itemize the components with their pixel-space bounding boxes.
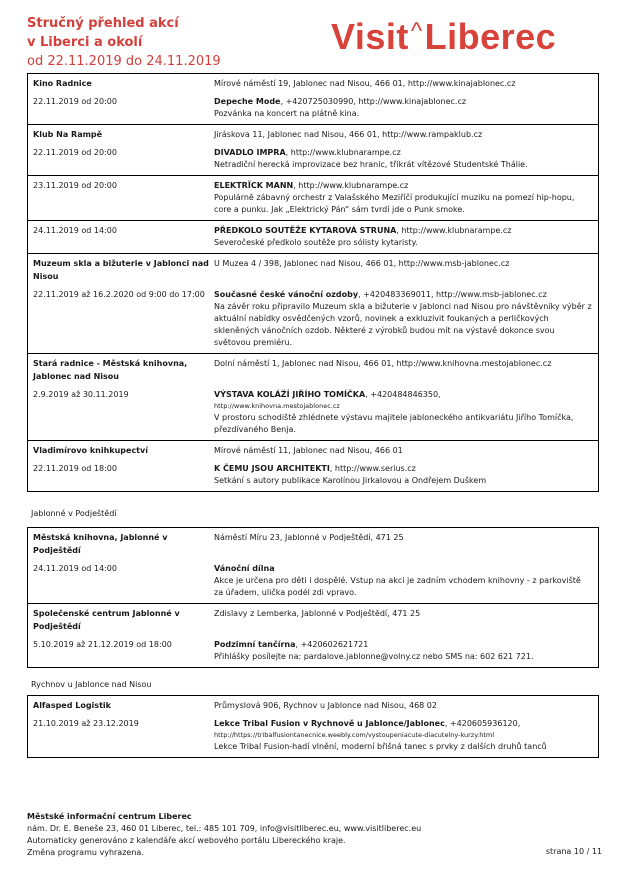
event-contact: , +420725030990, http://www.kinajablonec.cz (280, 97, 467, 106)
event-title: Současné české vánoční ozdoby (214, 290, 359, 299)
event-contact: , +420605936120, (444, 719, 521, 728)
event-date: 24.11.2019 od 14:00 (33, 226, 117, 235)
venue-address: Náměstí Míru 23, Jablonné v Podještědí, 471 25 (214, 533, 404, 542)
event-heading (214, 289, 592, 301)
event-details (214, 563, 598, 599)
event-line (28, 637, 598, 667)
event-details (214, 389, 598, 436)
table-row (28, 175, 598, 220)
event-details (214, 639, 598, 663)
event-heading (214, 225, 592, 237)
venue-name: Vladimírovo knihkupectví (33, 446, 148, 455)
venue-line (28, 74, 598, 94)
table-row (28, 220, 598, 253)
event-title: Vánoční dílna (214, 564, 275, 573)
footer-notice: Změna programu vyhrazena. (27, 848, 144, 857)
venue-name: Městská knihovna, Jablonné v Podještědí (33, 533, 168, 555)
event-date: 2.9.2019 až 30.11.2019 (33, 390, 129, 399)
event-details (214, 147, 598, 171)
venue-name: Klub Na Rampě (33, 130, 103, 139)
table-row (28, 528, 598, 603)
event-details (214, 463, 598, 487)
event-heading (214, 180, 592, 192)
event-title: Lekce Tribal Fusion v Rychnově u Jablonce/Jablonec (214, 719, 445, 728)
logo-text-visit: Visit (331, 16, 409, 57)
document-title (27, 14, 221, 71)
venue-table (27, 695, 599, 758)
venue-line (28, 354, 598, 387)
event-date: 5.10.2019 až 21.12.2019 od 18:00 (33, 640, 172, 649)
logo-text-liberec: Liberec (424, 16, 557, 57)
venue-name: Alfasped Logistik (33, 701, 111, 710)
footer-org: Městské informační centrum Liberec (27, 812, 192, 821)
date-range: od 22.11.2019 do 24.11.2019 (27, 54, 221, 69)
footer-address: nám. Dr. E. Beneše 23, 460 01 Liberec, tel.: 485 101 709, info@visitliberec.eu, www.visitliberec.eu (27, 824, 422, 833)
venue-line (28, 528, 598, 561)
event-date: 21.10.2019 až 23.12.2019 (33, 719, 139, 728)
event-url: http://https://tribalfusiontanecnice.weebly.com/vystoupeniacute-diacutelny-kurzy.html (214, 731, 495, 739)
venue-line (28, 254, 598, 287)
event-title: Depeche Mode (214, 97, 281, 106)
event-title: PŘEDKOLO SOUTĚŽE KYTAROVÁ STRUNA (214, 226, 397, 235)
event-date: 22.11.2019 až 16.2.2020 od 9:00 do 17:00 (33, 290, 205, 299)
event-contact: , http://www.klubnarampe.cz (396, 226, 512, 235)
event-title: K ČEMU JSOU ARCHITEKTI (214, 464, 330, 473)
event-heading (214, 718, 592, 730)
event-heading (214, 463, 592, 475)
table-row (28, 124, 598, 175)
event-heading (214, 639, 592, 651)
venue-line (28, 441, 598, 461)
event-date: 22.11.2019 od 18:00 (33, 464, 117, 473)
event-line (28, 176, 598, 220)
table-row (28, 440, 598, 491)
logo-caret-icon: ^ (410, 18, 423, 45)
venue-table (27, 527, 599, 668)
venue-address: Dolní náměstí 1, Jablonec nad Nisou, 466 01, http://www.knihovna.mestojablonec.cz (214, 359, 552, 368)
venue-address: Mírové náměstí 19, Jablonec nad Nisou, 466 01, http://www.kinajablonec.cz (214, 79, 516, 88)
venue-address: Průmyslová 906, Rychnov u Jablonce nad Nisou, 468 02 (214, 701, 437, 710)
event-title: VÝSTAVA KOLÁŽÍ JIŘÍHO TOMÍČKA (214, 390, 366, 399)
event-date: 22.11.2019 od 20:00 (33, 97, 117, 106)
event-contact: , http://www.klubnarampe.cz (293, 181, 409, 190)
venue-name: Společenské centrum Jablonné v Podještědí (33, 609, 180, 631)
event-date: 24.11.2019 od 14:00 (33, 564, 117, 573)
event-details (214, 180, 598, 216)
event-heading (214, 563, 592, 575)
event-heading (214, 96, 592, 108)
event-url: http://www.knihovna.mestojablonec.cz (214, 402, 340, 410)
title-line-1: Stručný přehled akcí (27, 16, 179, 31)
event-description: Pozvánka na koncert na plátně kina. (214, 109, 360, 118)
venue-line (28, 125, 598, 145)
event-details (214, 718, 598, 753)
event-line (28, 561, 598, 603)
event-details (214, 289, 598, 349)
venue-address: Jiráskova 11, Jablonec nad Nisou, 466 01, http://www.rampaklub.cz (214, 130, 483, 139)
event-description: V prostoru schodiště zhlédnete výstavu majitele jabloneckého antikvariátu Jiřího Tomíčka, přezdívaného Benja. (214, 413, 574, 434)
event-contact: , http://www.serius.cz (329, 464, 416, 473)
event-contact: , +420602621721 (295, 640, 369, 649)
table-row (28, 74, 598, 124)
table-row (28, 253, 598, 353)
footer-generated: Automaticky generováno z kalendáře akcí webového portálu Libereckého kraje. (27, 836, 346, 845)
event-line (28, 94, 598, 124)
event-details (214, 96, 598, 120)
venue-address: Mírové náměstí 11, Jablonec nad Nisou, 466 01 (214, 446, 403, 455)
venue-line (28, 604, 598, 637)
event-heading (214, 389, 592, 401)
region-heading: Rychnov u Jablonce nad Nisou (31, 680, 152, 689)
table-row (28, 353, 598, 440)
event-details (214, 225, 598, 249)
event-contact: , +420484846350, (365, 390, 441, 399)
venue-name: Kino Radnice (33, 79, 92, 88)
event-title: Podzimní tančírna (214, 640, 296, 649)
venue-address: U Muzea 4 / 398, Jablonec nad Nisou, 466 01, http://www.msb-jablonec.cz (214, 259, 510, 268)
region-heading: Jablonné v Podještědí (31, 509, 117, 518)
event-line (28, 145, 598, 175)
event-line (28, 287, 598, 353)
event-title: DIVADLO IMPRA (214, 148, 286, 157)
event-title: ELEKTRÏCK MANN (214, 181, 294, 190)
event-line (28, 221, 598, 253)
event-description: Populárně zábavný orchestr z Valašského Meziříčí produkující muziku na pomezí hip-hopu, core a punku. Jak „Elektrický Pán“ sám tvrdí jde o Punk smoke. (214, 193, 575, 214)
event-description: Na závěr roku připravilo Muzeum skla a bižuterie v Jablonci nad Nisou pro návštěvníky výběr z aktuální nabídky osvědčených vzorů, novinek a exkluzivit foukaných a perličkových skleněných vánočních ozdob. Některé z výrobků budou mít na výstavě dokonce svou světovou premiéru. (214, 302, 592, 347)
event-line (28, 387, 598, 440)
page-number: strana 10 / 11 (545, 847, 602, 856)
title-line-2: v Liberci a okolí (27, 35, 143, 50)
event-contact: , +420483369011, http://www.msb-jablonec.cz (358, 290, 547, 299)
event-description: Lekce Tribal Fusion-hadí vlnění, moderní břišná tanec s prvky z dalších druhů tanců (214, 742, 547, 751)
venue-name: Muzeum skla a bižuterie v Jablonci nad Nisou (33, 259, 209, 281)
event-date: 22.11.2019 od 20:00 (33, 148, 117, 157)
venue-table (27, 73, 599, 492)
event-contact: , http://www.klubnarampe.cz (285, 148, 401, 157)
table-row (28, 696, 598, 757)
event-description: Akce je určena pro děti i dospělé. Vstup na akci je zadním vchodem knihovny - z parkoviště za úřadem, ulička podél zdi vpravo. (214, 576, 581, 597)
venue-line (28, 696, 598, 716)
venue-name: Stará radnice - Městská knihovna, Jablonec nad Nisou (33, 359, 188, 381)
event-description: Netradiční herecká improvizace bez hranic, třikrát vítězové Studentské Thálie. (214, 160, 528, 169)
event-line (28, 461, 598, 491)
table-row (28, 603, 598, 667)
event-date: 23.11.2019 od 20:00 (33, 181, 117, 190)
footer (27, 811, 421, 859)
event-heading (214, 147, 592, 159)
event-description: Setkání s autory publikace Karolínou Jirkalovou a Ondřejem Duškem (214, 476, 487, 485)
event-description: Přihlášky posílejte na: pardalove.jablonne@volny.cz nebo SMS na: 602 621 721. (214, 652, 534, 661)
event-line (28, 716, 598, 757)
event-description: Severočeské předkolo soutěže pro sólisty kytaristy. (214, 238, 418, 247)
visit-liberec-logo (331, 8, 556, 61)
venue-address: Zdislavy z Lemberka, Jablonné v Podještědí, 471 25 (214, 609, 421, 618)
